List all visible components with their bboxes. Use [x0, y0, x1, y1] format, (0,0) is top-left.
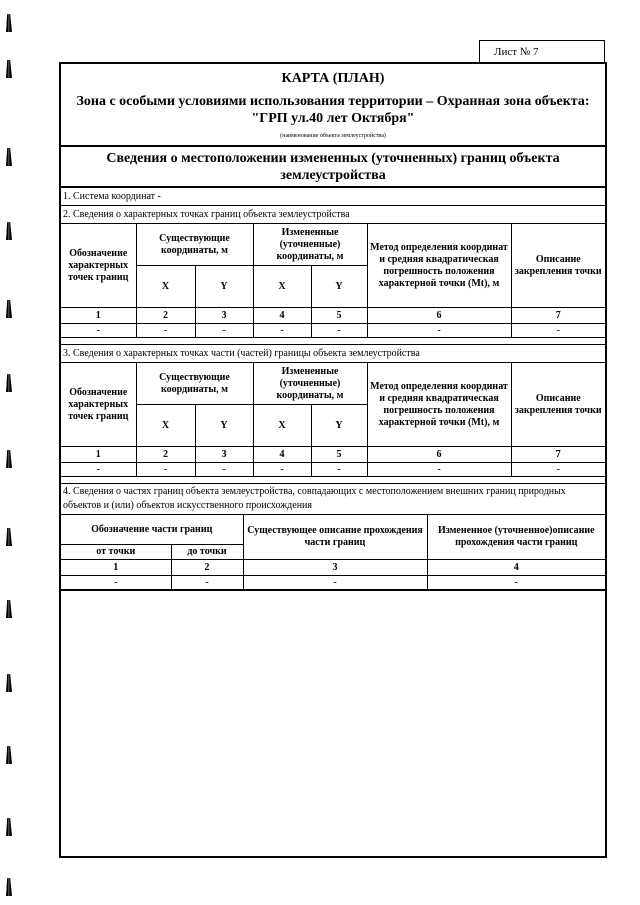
- col-designation: Обозначение характерных точек границ: [61, 363, 136, 447]
- col-number: 4: [253, 447, 311, 463]
- binding-holes: [6, 0, 14, 905]
- col-number: 5: [311, 447, 367, 463]
- table-row: [61, 576, 605, 590]
- col-number: 7: [511, 447, 605, 463]
- col-existing: Существующие координаты, м: [136, 363, 253, 405]
- column-numbers: [61, 560, 605, 576]
- col-x-changed: X: [253, 266, 311, 308]
- col-to-point: до точки: [171, 545, 243, 560]
- col-number: 4: [253, 308, 311, 324]
- col-from-point: от точки: [61, 545, 171, 560]
- table-cell: -: [511, 324, 605, 338]
- table-cell: -: [511, 463, 605, 477]
- col-number: 7: [511, 308, 605, 324]
- col-y-changed: Y: [311, 266, 367, 308]
- col-designation: Обозначение характерных точек границ: [61, 224, 136, 308]
- subtitle-line-2: землеустройства: [280, 168, 386, 183]
- col-number: 3: [195, 447, 253, 463]
- zone-line-2: "ГРП ул.40 лет Октября": [251, 111, 415, 126]
- col-number: 4: [427, 560, 605, 576]
- col-number: 1: [61, 560, 171, 576]
- col-number: 1: [61, 308, 136, 324]
- table-cell: -: [61, 576, 171, 590]
- column-numbers: [61, 308, 605, 324]
- section-4-table: [61, 514, 605, 590]
- document-frame: [59, 62, 607, 858]
- col-description: Описание закрепления точки: [511, 224, 605, 308]
- table-cell: -: [61, 324, 136, 338]
- col-x: X: [136, 266, 195, 308]
- table-cell: -: [311, 324, 367, 338]
- section-3-label: 3. Сведения о характерных точках части (частей) границы объекта землеустройства: [61, 344, 605, 362]
- zone-caption: (наименование объекта землеустройства): [280, 133, 386, 139]
- col-changed: Измененные (уточненные) координаты, м: [253, 224, 367, 266]
- table-cell: -: [427, 576, 605, 590]
- table-cell: -: [253, 463, 311, 477]
- table-cell: -: [367, 463, 511, 477]
- column-numbers: [61, 447, 605, 463]
- table-cell: -: [253, 324, 311, 338]
- doc-title: КАРТА (ПЛАН): [281, 71, 385, 86]
- col-method: Метод определения координат и средняя квадратическая погрешность положения характерной точки (Mt), м: [367, 363, 511, 447]
- col-number: 2: [136, 447, 195, 463]
- sheet-number: Лист № 7: [479, 40, 605, 62]
- col-number: 3: [243, 560, 427, 576]
- col-number: 3: [195, 308, 253, 324]
- table-cell: -: [61, 463, 136, 477]
- col-part: Обозначение части границ: [61, 515, 243, 545]
- table-cell: -: [171, 576, 243, 590]
- col-changed: Измененные (уточненные) координаты, м: [253, 363, 367, 405]
- col-number: 5: [311, 308, 367, 324]
- section-2-label: 2. Сведения о характерных точках границ объекта землеустройства: [61, 205, 605, 223]
- subtitle: [61, 147, 605, 186]
- col-changed-desc: Измененное (уточненное)описание прохождения части границ: [427, 515, 605, 560]
- zone-title: [61, 93, 605, 145]
- subtitle-line-1: Сведения о местоположении измененных (уточненных) границ объекта: [106, 151, 560, 166]
- table-cell: -: [195, 324, 253, 338]
- col-number: 2: [171, 560, 243, 576]
- table-cell: -: [243, 576, 427, 590]
- col-method: Метод определения координат и средняя квадратическая погрешность положения характерной точки (Mt), м: [367, 224, 511, 308]
- table-cell: -: [136, 463, 195, 477]
- table-row: [61, 463, 605, 477]
- col-y: Y: [195, 266, 253, 308]
- col-existing-desc: Существующее описание прохождения части границ: [243, 515, 427, 560]
- col-description: Описание закрепления точки: [511, 363, 605, 447]
- table-cell: -: [367, 324, 511, 338]
- zone-line-1: Зона с особыми условиями использования территории – Охранная зона объекта:: [76, 94, 590, 109]
- table-row: [61, 324, 605, 338]
- table-end-line: [61, 590, 605, 591]
- col-number: 6: [367, 308, 511, 324]
- col-number: 1: [61, 447, 136, 463]
- col-existing: Существующие координаты, м: [136, 224, 253, 266]
- table-cell: -: [195, 463, 253, 477]
- col-number: 2: [136, 308, 195, 324]
- col-x-changed: X: [253, 405, 311, 447]
- col-x: X: [136, 405, 195, 447]
- col-number: 6: [367, 447, 511, 463]
- section-2-table: [61, 223, 605, 338]
- col-y-changed: Y: [311, 405, 367, 447]
- table-cell: -: [311, 463, 367, 477]
- col-y: Y: [195, 405, 253, 447]
- section-3-table: [61, 362, 605, 477]
- section-4-label: 4. Сведения о частях границ объекта землеустройства, совпадающих с местоположением внешних границ природных объектов и (или) объектов искусственного происхождения: [61, 483, 605, 514]
- section-1-label: 1. Система координат -: [61, 186, 605, 205]
- table-cell: -: [136, 324, 195, 338]
